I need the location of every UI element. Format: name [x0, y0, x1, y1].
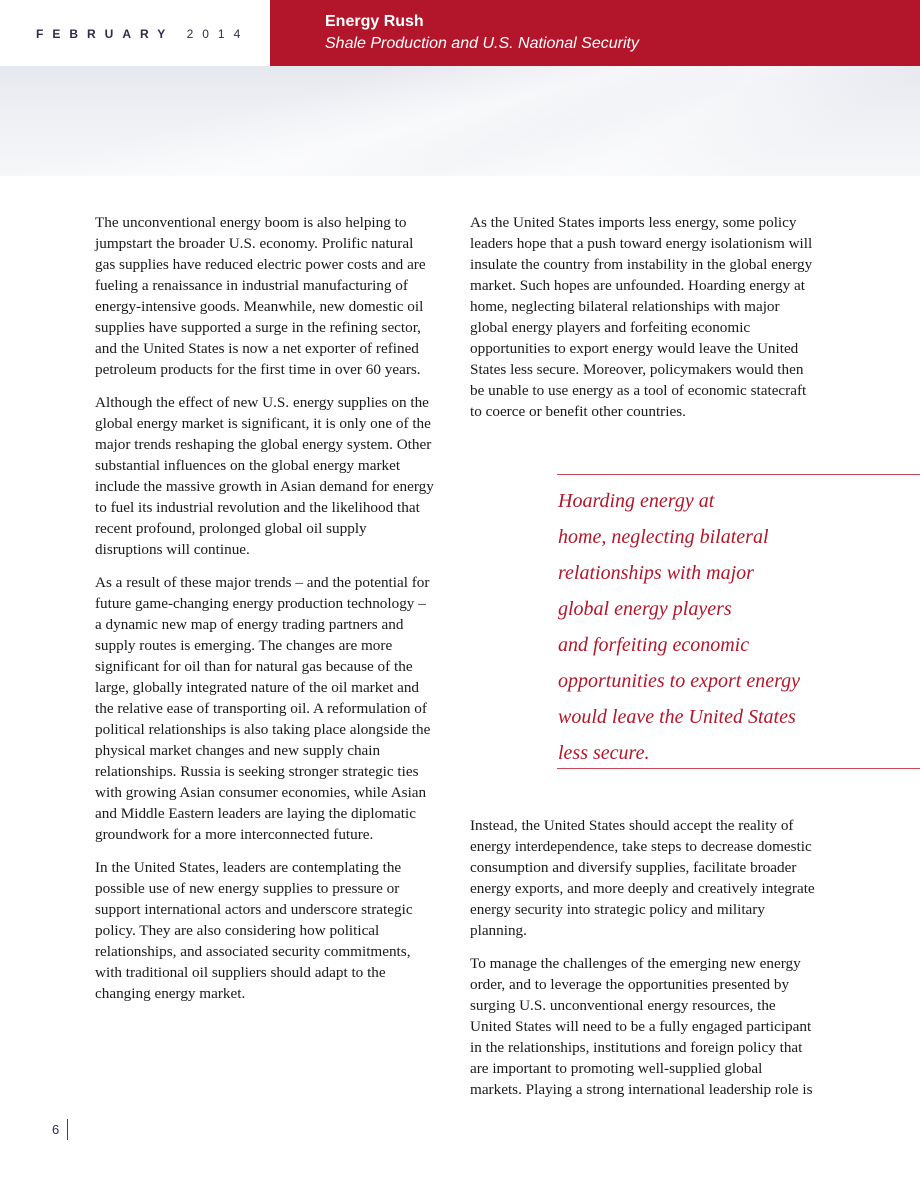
page-number-divider: [67, 1119, 68, 1140]
body-paragraph: Although the effect of new U.S. energy supplies on the global energy market is significant, it is only one of the major trends reshaping the global energy system. Other substantial influences on the global energy market include the massive growth in Asian demand for energy to fuel its industrial revolution and the likelihood that recent profound, prolonged global oil supply disruptions will continue.: [95, 394, 434, 558]
right-column-top: [470, 212, 815, 434]
left-column: [95, 212, 435, 1016]
date-year: 2014: [186, 27, 250, 41]
report-title: Energy Rush: [325, 13, 424, 30]
body-paragraph: The unconventional energy boom is also helping to jumpstart the broader U.S. economy. Prolific natural gas supplies have reduced electric power costs and are fueling a renaissance in industrial manufacturing of energy-intensive goods. Meanwhile, new domestic oil supplies have supported a surge in the refining sector, and the United States is now a net exporter of refined petroleum products for the first time in over 60 years.: [95, 214, 426, 378]
body-paragraph: As the United States imports less energy, some policy leaders hope that a push toward energy isolationism will insulate the country from instability in the global energy market. Such hopes are unfounded. Hoarding energy at home, neglecting bilateral relationships with major global energy players and forfeiting economic opportunities to export energy would leave the United States less secure. Moreover, policymakers would then be unable to use energy as a tool of economic statecraft to coerce or benefit other countries.: [470, 214, 813, 420]
right-column-bottom: [470, 815, 815, 1112]
body-paragraph: Instead, the United States should accept the reality of energy interdependence, take steps to decrease domestic consumption and diversify supplies, facilitate broader energy exports, and more deeply and creatively integrate energy security into strategic policy and military planning.: [470, 817, 815, 939]
publication-date: [36, 27, 249, 41]
pull-quote-text: Hoarding energy at home, neglecting bilateral relationships with major global energy players and forfeiting economic opportunities to export energy would leave the United States less secure.: [558, 490, 800, 764]
decorative-banner: [0, 66, 920, 176]
page-number: 6: [52, 1122, 60, 1137]
body-paragraph: To manage the challenges of the emerging new energy order, and to leverage the opportunities presented by surging U.S. unconventional energy resources, the United States will need to be a fully engaged participant in the relationships, institutions and foreign policy that are important to promoting well-supplied global markets. Playing a strong international leadership role is: [470, 955, 813, 1098]
header-date-block: [0, 0, 270, 66]
body-paragraph: As a result of these major trends – and the potential for future game-changing energy production technology – a dynamic new map of energy trading partners and supply routes is emerging. The changes are more significant for oil than for natural gas because of the large, globally integrated nature of the oil market and the relative ease of transporting oil. A reformulation of political relationships is also taking place alongside the physical market changes and new supply chain relationships. Russia is seeking stronger strategic ties with growing Asian consumer economies, while Asian and Middle Eastern leaders are laying the diplomatic groundwork for a more interconnected future.: [95, 574, 431, 843]
body-paragraph: In the United States, leaders are contemplating the possible use of new energy supplies to pressure or support international actors and underscore strategic policy. They are also considering how political relationships, and associated security commitments, with traditional oil suppliers should adapt to the changing energy market.: [95, 859, 413, 1002]
header-title-bar: [270, 0, 920, 66]
pull-quote: [557, 474, 920, 769]
report-subtitle: Shale Production and U.S. National Security: [325, 35, 639, 52]
date-month: FEBRUARY: [36, 27, 175, 41]
